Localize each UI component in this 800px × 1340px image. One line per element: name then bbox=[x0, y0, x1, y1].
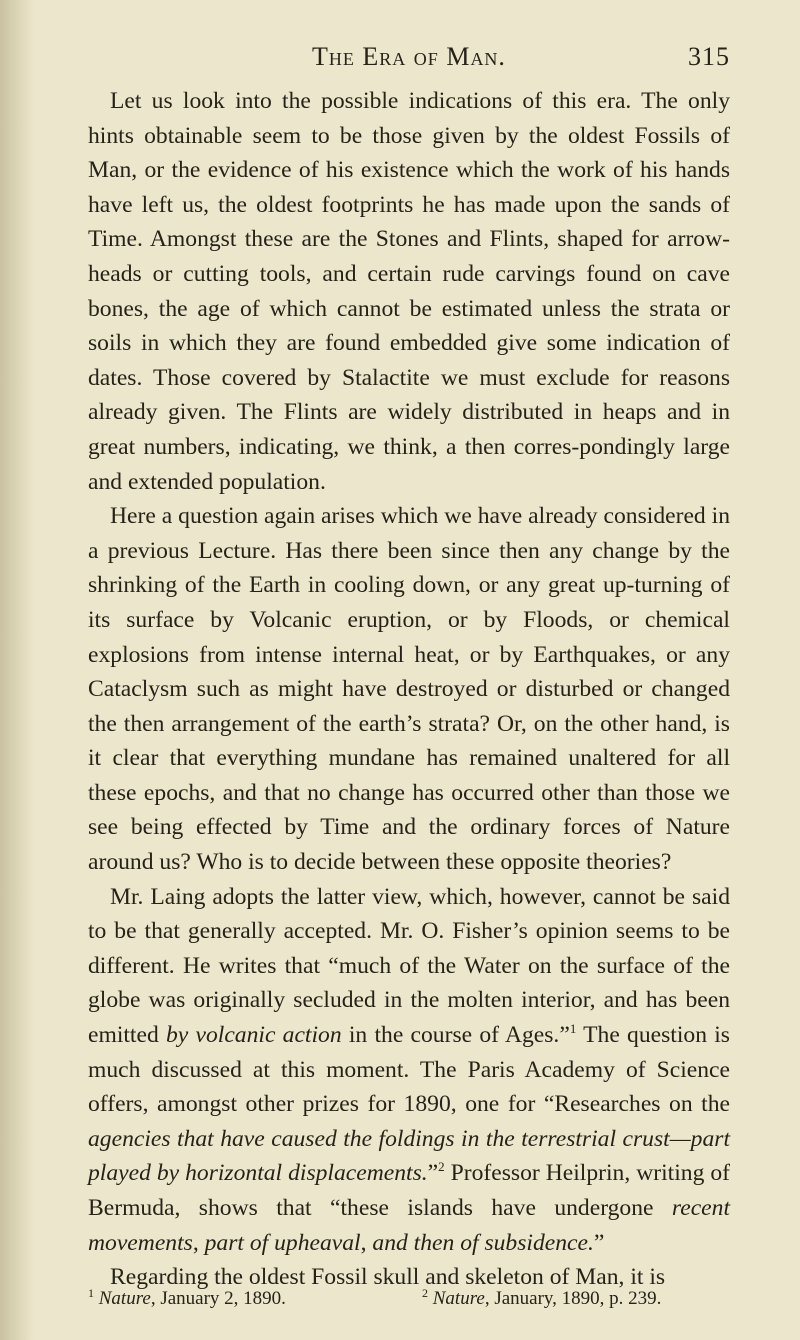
paragraph-4: Regarding the oldest Fossil skull and skeleton of Man, it is bbox=[110, 1264, 666, 1291]
footnote-marker: 1 bbox=[569, 1021, 577, 1037]
paragraph-3-text: , bbox=[192, 1229, 205, 1256]
footnotes bbox=[88, 1286, 730, 1312]
paragraph-2: Here a question again arises which we have already considered in a previous Lecture. Has there been since then any change by the shrinking of the Earth in cooling down, or any great up-turning of its surface by Volcanic eruption, or by Floods, or chemical explosions from intense internal heat, or by Earthquakes, or any Cataclysm such as might have destroyed or disturbed or changed the then arrangement of the earth’s strata? Or, on the other hand, is it clear that everything mundane has remained unaltered for all these epochs, and that no change has occurred other than those we see being effected by Time and the ordinary forces of Nature around us? Who is to decide between these opposite theories? bbox=[88, 503, 730, 876]
paragraph-3-text: The question is much discussed at this moment. The Paris Academy of Science offers, amongst other prizes for 1890, one for “Researches on the bbox=[88, 1022, 730, 1118]
italic-phrase: part of upheaval bbox=[204, 1229, 361, 1256]
page-number: 315 bbox=[688, 42, 730, 71]
footnote-1 bbox=[88, 1286, 286, 1310]
footnote-text: , January 2, 1890. bbox=[150, 1288, 286, 1309]
italic-phrase: agencies that have caused the foldings in the terrestrial crust—part played by horizontal displacements. bbox=[88, 1125, 730, 1187]
footnote-source: Nature bbox=[98, 1288, 151, 1309]
paragraph-3-text: in the course of Ages.” bbox=[341, 1022, 570, 1049]
footnote-marker: 2 bbox=[438, 1159, 445, 1175]
footnote-mark: 1 bbox=[88, 1286, 94, 1300]
running-title: The Era of Man. bbox=[312, 42, 506, 71]
footnote-mark: 2 bbox=[422, 1286, 428, 1300]
italic-phrase: by volcanic action bbox=[166, 1022, 342, 1049]
page-binding-shadow bbox=[0, 0, 34, 1340]
paragraph-3-text: Mr. Laing adopts the latter view, which, however, cannot be said to be that generally accepted. Mr. O. Fisher’s opinion seems to be different. He writes that “much of the Water on the surface of the globe was originally secluded in the molten interior, and has been emitted bbox=[88, 883, 730, 1049]
footnote-source: Nature bbox=[432, 1288, 485, 1309]
paragraph-3-text: , bbox=[360, 1229, 373, 1256]
paragraph-3-text: Professor Heilprin, writing of Bermuda, shows that “these islands have undergone bbox=[88, 1160, 730, 1221]
italic-phrase: recent movements bbox=[88, 1195, 730, 1256]
footnote-2 bbox=[422, 1286, 661, 1310]
italic-phrase: and then of subsidence. bbox=[372, 1229, 594, 1256]
running-header bbox=[88, 42, 730, 78]
paragraph-1: Let us look into the possible indications of this era. The only hints obtainable seem to be those given by the oldest Fossils of Man, or the evidence of his existence which the work of his hands have left us, the oldest footprints he has made upon the sands of Time. Amongst these are the Stones and Flints, shaped for arrow-heads or cutting tools, and certain rude carvings found on cave bones, the age of which cannot be estimated unless the strata or soils in which they are found embedded give some indication of dates. Those covered by Stalactite we must exclude for reasons already given. The Flints are widely distributed in heaps and in great numbers, indicating, we think, a then corres-pondingly large and extended population. bbox=[88, 88, 730, 495]
body-text bbox=[88, 84, 730, 1295]
paragraph-3-text: ” bbox=[593, 1229, 605, 1256]
paragraph-3 bbox=[88, 880, 730, 1261]
footnote-text: , January, 1890, p. 239. bbox=[484, 1288, 662, 1309]
paragraph-3-text: ” bbox=[427, 1160, 439, 1187]
